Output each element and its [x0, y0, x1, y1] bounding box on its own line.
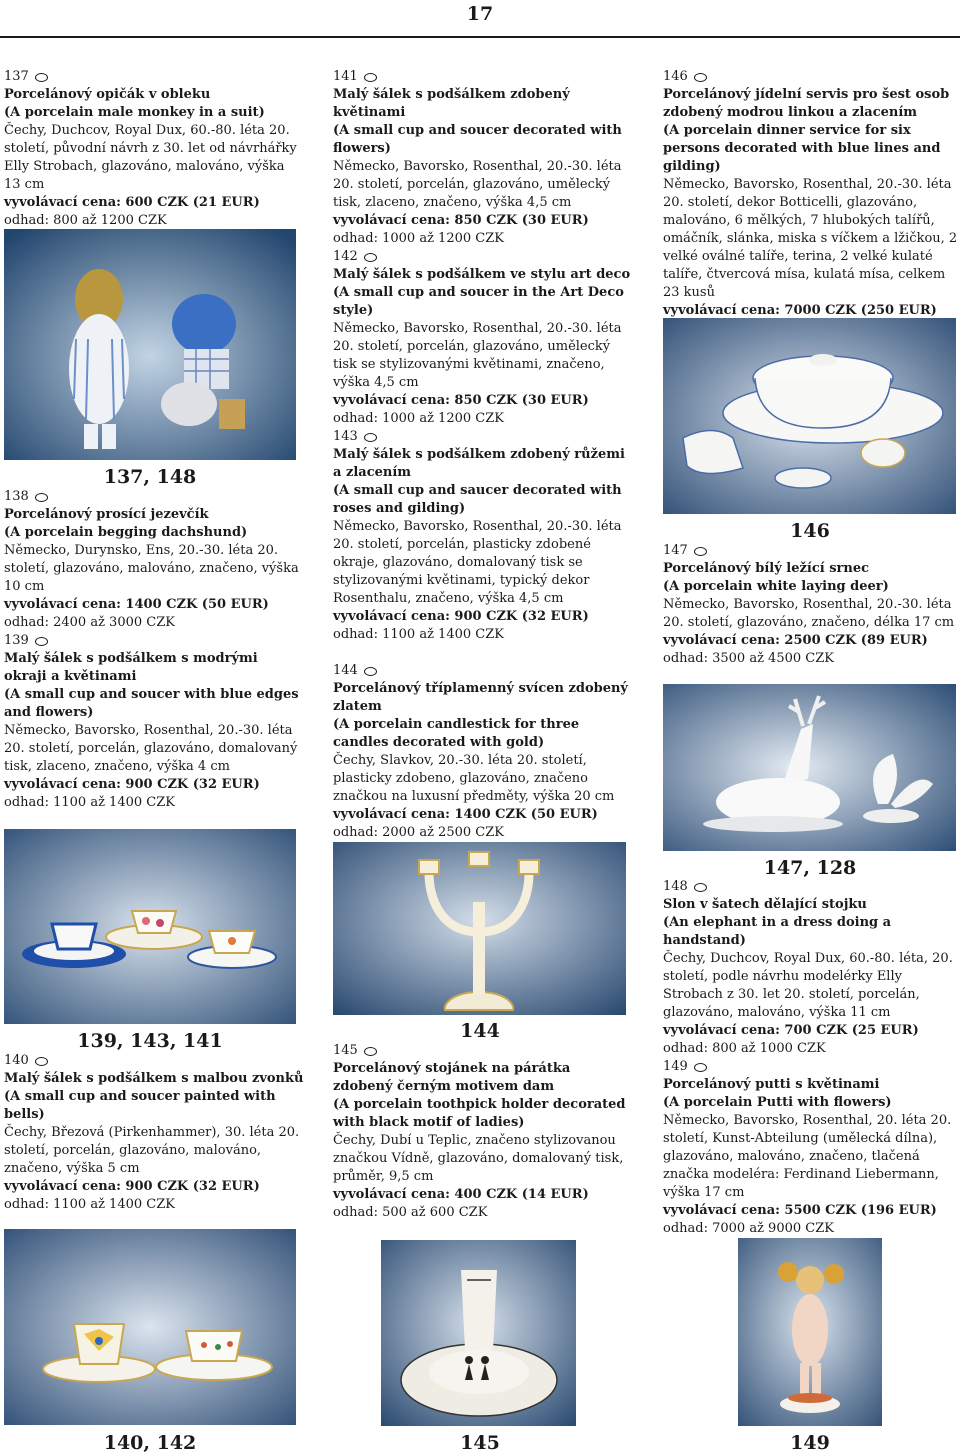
lot-number: 149	[663, 1059, 688, 1074]
caption-140-142: 140, 142	[103, 1432, 197, 1453]
lot-start-price: vyvolávací cena: 900 CZK (32 EUR)	[333, 609, 589, 624]
lot-145	[333, 1042, 633, 1222]
lot-estimate: odhad: 1000 až 1200 CZK	[333, 411, 504, 426]
lot-title: Porcelánový stojánek na párátka zdobený černým motivem dam	[333, 1061, 571, 1094]
lot-number-row	[333, 428, 633, 446]
lot-number: 145	[333, 1043, 358, 1058]
bid-circle-icon[interactable]	[694, 883, 707, 892]
lot-title-en: (A porcelain candlestick for three candles decorated with gold)	[333, 717, 580, 750]
lot-number-row	[4, 1052, 304, 1070]
lot-description: Čechy, Dubí u Teplic, značeno stylizovanou značkou Vídně, glazováno, domalovaný tisk, průměr, 9,5 cm	[333, 1133, 624, 1184]
lot-estimate: odhad: 1100 až 1400 CZK	[4, 1197, 175, 1212]
lot-start-price: vyvolávací cena: 700 CZK (25 EUR)	[663, 1023, 919, 1038]
photo-cups-140-142	[4, 1229, 296, 1425]
bid-circle-icon[interactable]	[35, 637, 48, 646]
lot-title-en: (A small cup and saucer decorated with roses and gilding)	[333, 483, 622, 516]
lot-number: 146	[663, 69, 688, 84]
lot-start-price: vyvolávací cena: 1400 CZK (50 EUR)	[333, 807, 598, 822]
lot-estimate: odhad: 3500 až 4500 CZK	[663, 651, 834, 666]
bid-circle-icon[interactable]	[364, 667, 377, 676]
lot-title-en: (A small cup and soucer painted with bells)	[4, 1089, 276, 1122]
lot-description: Německo, Bavorsko, Rosenthal, 20.-30. léta 20. století, porcelán, glazováno, umělecký tisk se stylizovanými květinami, značeno, výška 4,5 cm	[333, 321, 622, 390]
lot-start-price: vyvolávací cena: 850 CZK (30 EUR)	[333, 213, 589, 228]
bid-circle-icon[interactable]	[364, 73, 377, 82]
lot-title-en: (A porcelain toothpick holder decorated with black motif of ladies)	[333, 1097, 626, 1130]
bid-circle-icon[interactable]	[364, 253, 377, 262]
photo-toothpick-holder	[381, 1240, 576, 1426]
lot-number-row	[333, 68, 633, 86]
lot-start-price: vyvolávací cena: 1400 CZK (50 EUR)	[4, 597, 269, 612]
lot-description: Německo, Bavorsko, Rosenthal, 20.-30. léta 20. století, porcelán, plasticky zdobené okraje, glazováno, domalovaný tisk se stylizovanými květinami, typický dekor Rosenthalu, značeno, výška 4,5 cm	[333, 519, 622, 606]
bid-circle-icon[interactable]	[35, 1057, 48, 1066]
lot-144	[333, 662, 633, 842]
lot-title: Porcelánový jídelní servis pro šest osob zdobený modrou linkou a zlacením	[663, 87, 950, 120]
lot-title: Porcelánový putti s květinami	[663, 1077, 880, 1092]
lot-138	[4, 488, 304, 632]
lot-title-en: (A porcelain male monkey in a suit)	[4, 105, 265, 120]
lot-title: Porcelánový bílý ležící srnec	[663, 561, 870, 576]
lot-description: Čechy, Březová (Pirkenhammer), 30. léta 20. století, porcelán, glazováno, malováno, značeno, výška 5 cm	[4, 1125, 300, 1176]
lot-start-price: vyvolávací cena: 900 CZK (32 EUR)	[4, 777, 260, 792]
lot-description: Německo, Bavorsko, Rosenthal, 20.-30. léta 20. století, dekor Botticelli, glazováno, malováno, 6 mělkých, 7 hlubokých talířů, omáčník, slánka, miska s víčkem a lžičkou, 2 velké oválné talíře, terina, 2 velké kulaté talíře, čtvercová mísa, kulatá mísa, celkem 23 kusů	[663, 177, 958, 300]
bid-circle-icon[interactable]	[694, 547, 707, 556]
lot-title: Slon v šatech dělající stojku	[663, 897, 867, 912]
bid-circle-icon[interactable]	[694, 1063, 707, 1072]
lot-estimate: odhad: 1000 až 1200 CZK	[333, 231, 504, 246]
lot-147	[663, 542, 959, 668]
caption-147-128: 147, 128	[763, 857, 857, 879]
lot-149	[663, 1058, 959, 1238]
lot-number: 147	[663, 543, 688, 558]
lot-estimate: odhad: 800 až 1000 CZK	[663, 1041, 826, 1056]
lot-title-en: (A small cup and soucer decorated with flowers)	[333, 123, 622, 156]
lot-148	[663, 878, 959, 1058]
lot-number: 137	[4, 69, 29, 84]
lot-title: Porcelánový opičák v obleku	[4, 87, 211, 102]
lot-143	[333, 428, 633, 644]
lot-description: Německo, Bavorsko, Rosenthal, 20.-30. léta 20. století, porcelán, glazováno, umělecký tisk, zlaceno, značeno, výška 4,5 cm	[333, 159, 622, 210]
lot-title-en: (A porcelain dinner service for six persons decorated with blue lines and gilding)	[663, 123, 941, 174]
lot-description: Německo, Bavorsko, Rosenthal, 20. léta 20. století, Kunst-Abteilung (umělecká dílna), glazováno, malováno, značeno, tlačená značka modeléra: Ferdinand Liebermann, výška 17 cm	[663, 1113, 952, 1200]
caption-137-148: 137, 148	[103, 466, 197, 488]
bid-circle-icon[interactable]	[364, 433, 377, 442]
lot-title: Malý šálek s podšálkem zdobený květinami	[333, 87, 570, 120]
lot-140	[4, 1052, 304, 1214]
lot-number-row	[333, 1042, 633, 1060]
lot-number-row	[4, 632, 304, 650]
lot-estimate: odhad: 1100 až 1400 CZK	[333, 627, 504, 642]
lot-estimate: odhad: 7000 až 9000 CZK	[663, 1221, 834, 1236]
lot-start-price: vyvolávací cena: 600 CZK (21 EUR)	[4, 195, 260, 210]
header-rule	[0, 36, 960, 38]
lot-number-row	[663, 542, 959, 560]
lot-137	[4, 68, 304, 230]
lot-number: 140	[4, 1053, 29, 1068]
lot-number: 142	[333, 249, 358, 264]
lot-description: Čechy, Duchcov, Royal Dux, 60.-80. léta 20. století, původní návrh z 30. let od návrhářky Elly Strobach, glazováno, malováno, výška 13 cm	[4, 123, 297, 192]
caption-149: 149	[790, 1432, 830, 1453]
lot-estimate: odhad: 2400 až 3000 CZK	[4, 615, 175, 630]
lot-title-en: (A porcelain begging dachshund)	[4, 525, 248, 540]
lot-number: 143	[333, 429, 358, 444]
lot-description: Čechy, Duchcov, Royal Dux, 60.-80. léta, 20. století, podle návrhu modelérky Elly Strobach z 30. let 20. století, porcelán, glazováno, malováno, výška 11 cm	[663, 951, 953, 1020]
lot-number: 144	[333, 663, 358, 678]
lot-number-row	[4, 68, 304, 86]
photo-dinner-service	[663, 318, 956, 514]
lot-estimate: odhad: 1100 až 1400 CZK	[4, 795, 175, 810]
lot-number: 138	[4, 489, 29, 504]
lot-title-en: (A porcelain white laying deer)	[663, 579, 889, 594]
lot-description: Německo, Bavorsko, Rosenthal, 20.-30. léta 20. století, glazováno, značeno, délka 17 cm	[663, 597, 955, 630]
lot-start-price: vyvolávací cena: 7000 CZK (250 EUR)	[663, 303, 937, 318]
lot-number-row	[663, 878, 959, 896]
lot-139	[4, 632, 304, 812]
photo-putti	[738, 1238, 882, 1426]
lot-start-price: vyvolávací cena: 850 CZK (30 EUR)	[333, 393, 589, 408]
lot-title: Malý šálek s podšálkem s malbou zvonků	[4, 1071, 304, 1086]
photo-candlestick	[333, 842, 626, 1015]
lot-description: Čechy, Slavkov, 20.-30. léta 20. století, plasticky zdobeno, glazováno, značeno značkou na luxusní předměty, výška 20 cm	[333, 753, 615, 804]
lot-start-price: vyvolávací cena: 900 CZK (32 EUR)	[4, 1179, 260, 1194]
page-number: 17	[466, 3, 494, 25]
lot-start-price: vyvolávací cena: 400 CZK (14 EUR)	[333, 1187, 589, 1202]
lot-number-row	[663, 68, 959, 86]
caption-144: 144	[460, 1020, 500, 1042]
lot-title: Malý šálek s podšálkem s modrými okraji a květinami	[4, 651, 258, 684]
lot-start-price: vyvolávací cena: 5500 CZK (196 EUR)	[663, 1203, 937, 1218]
lot-146	[663, 68, 959, 338]
bid-circle-icon[interactable]	[35, 73, 48, 82]
lot-number-row	[333, 662, 633, 680]
lot-start-price: vyvolávací cena: 2500 CZK (89 EUR)	[663, 633, 928, 648]
caption-146: 146	[790, 520, 830, 542]
lot-number: 148	[663, 879, 688, 894]
bid-circle-icon[interactable]	[35, 493, 48, 502]
lot-estimate: odhad: 2000 až 2500 CZK	[333, 825, 504, 840]
caption-139-143-141: 139, 143, 141	[77, 1030, 223, 1052]
lot-title: Malý šálek s podšálkem zdobený růžemi a zlacením	[333, 447, 625, 480]
lot-description: Německo, Durynsko, Ens, 20.-30. léta 20. století, glazováno, malováno, značeno, výška 10 cm	[4, 543, 299, 594]
lot-title: Porcelánový prosící jezevčík	[4, 507, 209, 522]
lot-title-en: (A small cup and soucer with blue edges and flowers)	[4, 687, 299, 720]
lot-title-en: (A small cup and soucer in the Art Deco style)	[333, 285, 624, 318]
lot-142	[333, 248, 633, 428]
lot-estimate: odhad: 500 až 600 CZK	[333, 1205, 488, 1220]
lot-number-row	[663, 1058, 959, 1076]
lot-number: 139	[4, 633, 29, 648]
bid-circle-icon[interactable]	[364, 1047, 377, 1056]
lot-title: Porcelánový tříplamenný svícen zdobený zlatem	[333, 681, 628, 714]
caption-145: 145	[460, 1432, 500, 1453]
lot-141	[333, 68, 633, 248]
lot-estimate: odhad: 800 až 1200 CZK	[4, 213, 167, 228]
lot-title: Malý šálek s podšálkem ve stylu art deco	[333, 267, 631, 282]
lot-title-en: (A porcelain Putti with flowers)	[663, 1095, 892, 1110]
lot-title-en: (An elephant in a dress doing a handstand)	[663, 915, 892, 948]
lot-description: Německo, Bavorsko, Rosenthal, 20.-30. léta 20. století, porcelán, glazováno, domalovaný tisk, zlaceno, značeno, výška 4 cm	[4, 723, 298, 774]
photo-monkey-elephant	[4, 229, 296, 460]
bid-circle-icon[interactable]	[694, 73, 707, 82]
photo-deer-butterfly	[663, 684, 956, 851]
lot-number-row	[333, 248, 633, 266]
lot-number-row	[4, 488, 304, 506]
photo-cups-139-143-141	[4, 829, 296, 1024]
lot-number: 141	[333, 69, 358, 84]
